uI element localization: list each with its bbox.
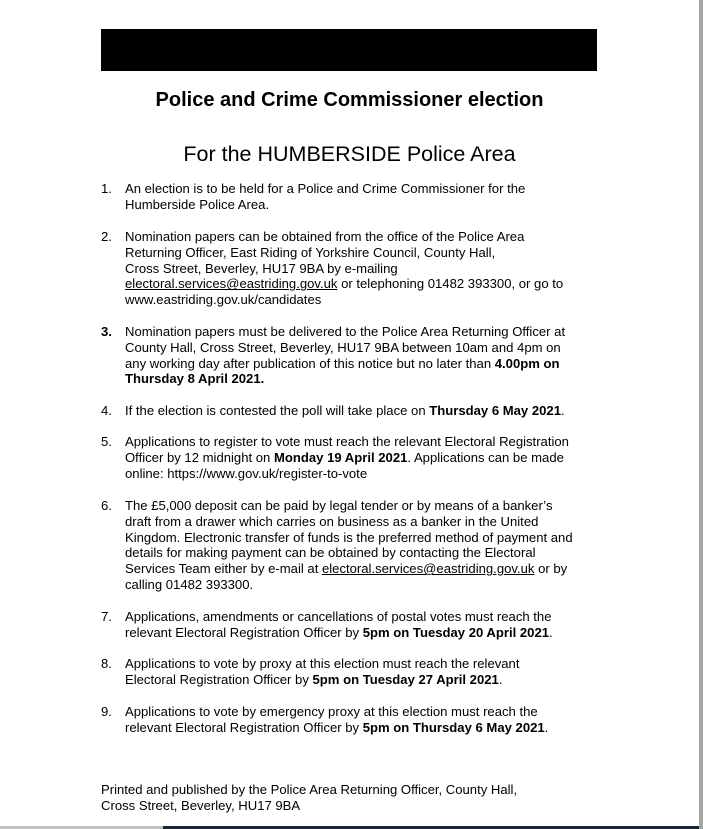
list-item-4 [101, 403, 601, 419]
item-line: Applications to vote by emergency proxy at this election must reach the [125, 704, 538, 719]
postal-vote-deadline: 5pm on Tuesday 20 April 2021 [362, 624, 550, 640]
list-item-3 [101, 324, 601, 387]
list-item-9 [101, 704, 601, 736]
document-subtitle: For the HUMBERSIDE Police Area [183, 142, 516, 166]
item-number: 4. [101, 403, 112, 418]
item-line: Returning Officer, East Riding of Yorkshire Council, County Hall, [125, 244, 496, 260]
item-line: or telephoning 01482 393300, or go to [337, 276, 564, 292]
item-text [125, 324, 601, 387]
item-text [125, 181, 601, 213]
item-number: 2. [101, 229, 112, 244]
item-number: 8. [101, 656, 112, 671]
item-line: Nomination papers must be delivered to the Police Area Returning Officer at [125, 324, 566, 339]
item-line: Applications to register to vote must reach the relevant Electoral Registration [125, 434, 569, 449]
item-line: Kingdom. Electronic transfer of funds is the preferred method of payment and [125, 529, 573, 545]
item-line: details for making payment can be obtained by contacting the Electoral [125, 545, 536, 561]
item-text [125, 498, 601, 593]
punctuation: . [549, 624, 553, 640]
item-text [125, 656, 601, 688]
item-line: . Applications can be made [407, 449, 564, 465]
item-line: Electoral Registration Officer by [125, 671, 313, 687]
item-number: 9. [101, 704, 112, 719]
item-number: 6. [101, 498, 112, 513]
footer-line: Printed and published by the Police Area Returning Officer, County Hall, [101, 782, 518, 797]
item-text [125, 403, 601, 419]
item-line: Services Team either by e-mail at [125, 561, 322, 577]
item-line: or by [534, 561, 568, 577]
candidates-url: www.eastriding.gov.uk/candidates [125, 292, 322, 308]
item-line: any working day after publication of this notice but no later than [125, 355, 495, 371]
email-link[interactable]: electoral.services@eastriding.gov.uk [321, 561, 535, 577]
list-item-7 [101, 609, 601, 641]
item-number: 1. [101, 181, 112, 196]
poll-date: Thursday 6 May 2021 [429, 403, 561, 418]
item-line: Nomination papers can be obtained from the office of the Police Area [125, 229, 525, 244]
imprint-footer [101, 782, 601, 814]
item-line: An election is to be held for a Police and Crime Commissioner for the [125, 181, 526, 196]
punctuation: . [544, 719, 549, 735]
item-line: relevant Electoral Registration Officer by [125, 719, 363, 735]
list-item-8 [101, 656, 601, 688]
list-item-1 [101, 181, 601, 213]
item-line: County Hall, Cross Street, Beverley, HU17 9BA between 10am and 4pm on [125, 339, 561, 355]
item-line: calling 01482 393300. [125, 576, 254, 592]
list-item-5 [101, 434, 601, 481]
item-line: Applications to vote by proxy at this election must reach the relevant [125, 656, 520, 671]
item-text [125, 229, 601, 308]
email-link[interactable]: electoral.services@eastriding.gov.uk [125, 276, 338, 292]
item-line: Humberside Police Area. [125, 196, 270, 212]
item-line: Officer by 12 midnight on [125, 449, 274, 465]
punctuation: . [560, 403, 565, 418]
item-line: Applications, amendments or cancellations of postal votes must reach the [125, 609, 552, 624]
item-line: draft from a drawer which carries on business as a banker in the United [125, 513, 539, 529]
list-item-6 [101, 498, 601, 593]
register-url: online: https://www.gov.uk/register-to-vote [125, 465, 368, 481]
item-line: relevant Electoral Registration Officer by [125, 624, 363, 640]
vertical-scrollbar-edge[interactable] [699, 0, 703, 829]
document-title: Police and Crime Commissioner election [155, 89, 544, 111]
item-number: 3. [101, 324, 112, 339]
emergency-proxy-deadline: 5pm on Thursday 6 May 2021 [362, 719, 545, 735]
deadline-date: Thursday 8 April 2021. [125, 371, 265, 387]
list-item-2 [101, 229, 601, 308]
footer-line: Cross Street, Beverley, HU17 9BA [101, 797, 301, 813]
item-number: 7. [101, 609, 112, 624]
item-text [125, 704, 601, 736]
item-text [125, 434, 601, 481]
punctuation: . [498, 671, 503, 687]
redacted-header-bar [101, 29, 597, 71]
item-text [125, 609, 601, 641]
item-number: 5. [101, 434, 112, 449]
proxy-vote-deadline: 5pm on Tuesday 27 April 2021 [312, 671, 499, 687]
deadline-time: 4.00pm on [494, 355, 560, 371]
item-line: Cross Street, Beverley, HU17 9BA by e-mailing [125, 260, 398, 276]
registration-deadline: Monday 19 April 2021 [273, 449, 408, 465]
item-line: The £5,000 deposit can be paid by legal tender or by means of a banker’s [125, 498, 553, 513]
item-line: If the election is contested the poll will take place on [125, 403, 430, 418]
